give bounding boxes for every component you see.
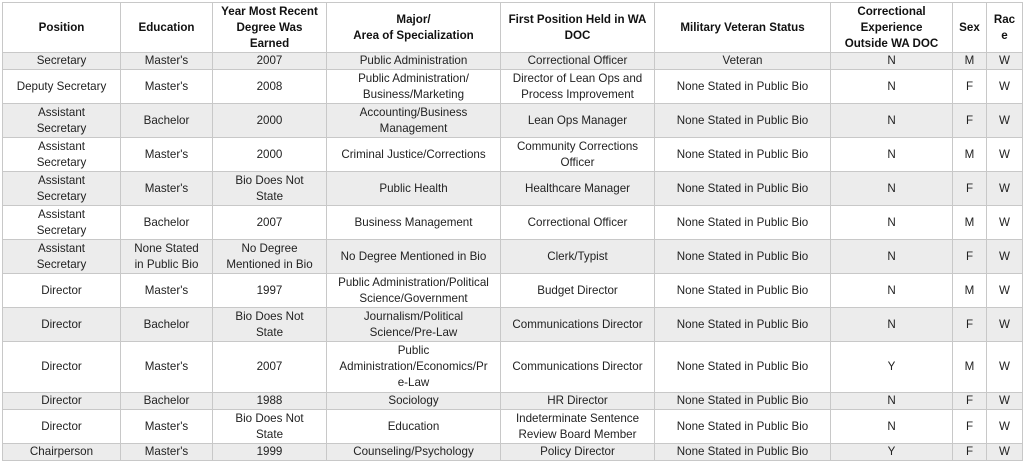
cell-year xyxy=(213,444,327,461)
cell-position xyxy=(3,172,121,206)
cell-first-position xyxy=(501,274,655,308)
cell-education-line: Master's xyxy=(144,445,189,458)
cell-position xyxy=(3,206,121,240)
cell-education xyxy=(121,342,213,393)
table-row xyxy=(3,70,1023,104)
cell-sex: F xyxy=(953,308,987,342)
cell-correctional-experience: N xyxy=(831,172,953,206)
cell-year-line: 2000 xyxy=(256,113,283,127)
cell-race: W xyxy=(987,53,1023,70)
cell-major-line: No Degree Mentioned in Bio xyxy=(340,249,487,263)
table-row xyxy=(3,342,1023,393)
cell-year xyxy=(213,206,327,240)
cell-first-position-line: Lean Ops Manager xyxy=(527,113,628,127)
cell-education-line: Master's xyxy=(144,79,189,93)
cell-veteran-status-line: None Stated in Public Bio xyxy=(676,445,809,458)
cell-position xyxy=(3,53,121,70)
table-row xyxy=(3,393,1023,410)
cell-major-line: Public Health xyxy=(379,181,448,195)
cell-first-position-line: Review Board Member xyxy=(518,427,637,441)
cell-education xyxy=(121,138,213,172)
cell-year xyxy=(213,70,327,104)
cell-education xyxy=(121,274,213,308)
table-row xyxy=(3,206,1023,240)
cell-position xyxy=(3,342,121,393)
cell-correctional-experience: N xyxy=(831,206,953,240)
cell-position-line: Assistant xyxy=(37,139,86,153)
cell-position-line: Director xyxy=(41,419,82,433)
cell-education xyxy=(121,444,213,461)
header-year xyxy=(213,3,327,53)
cell-major-line: Education xyxy=(387,419,440,433)
cell-major-line: Science/Pre-Law xyxy=(369,325,458,339)
cell-major-line: Science/Government xyxy=(359,291,468,305)
cell-year-line: Bio Does Not xyxy=(235,411,304,425)
cell-sex: M xyxy=(953,53,987,70)
cell-correctional-experience: N xyxy=(831,138,953,172)
cell-education-line: Bachelor xyxy=(143,113,190,127)
cell-race: W xyxy=(987,240,1023,274)
header-race-line: Rac xyxy=(993,12,1016,26)
cell-veteran-status xyxy=(655,206,831,240)
cell-position-line: Secretary xyxy=(36,155,87,169)
cell-veteran-status xyxy=(655,393,831,410)
cell-race: W xyxy=(987,308,1023,342)
cell-correctional-experience: N xyxy=(831,393,953,410)
cell-position xyxy=(3,393,121,410)
cell-education-line: Bachelor xyxy=(143,317,190,331)
cell-veteran-status xyxy=(655,104,831,138)
cell-race: W xyxy=(987,274,1023,308)
cell-first-position xyxy=(501,308,655,342)
cell-education xyxy=(121,70,213,104)
cell-year xyxy=(213,308,327,342)
cell-education-line: Master's xyxy=(144,360,189,373)
cell-sex: F xyxy=(953,172,987,206)
cell-position xyxy=(3,70,121,104)
cell-first-position-line: Correctional Officer xyxy=(527,54,628,67)
table-row xyxy=(3,308,1023,342)
cell-education-line: Master's xyxy=(144,181,189,195)
cell-year-line: 1997 xyxy=(256,283,283,297)
cell-correctional-experience: N xyxy=(831,53,953,70)
cell-sex: F xyxy=(953,104,987,138)
cell-major xyxy=(327,104,501,138)
cell-education-line: Bachelor xyxy=(143,394,190,407)
cell-first-position xyxy=(501,410,655,444)
cell-first-position xyxy=(501,70,655,104)
cell-sex: M xyxy=(953,274,987,308)
cell-year-line: State xyxy=(255,189,284,203)
cell-race: W xyxy=(987,393,1023,410)
cell-major-line: Journalism/Political xyxy=(363,309,464,323)
table-row xyxy=(3,240,1023,274)
cell-major-line: Business Management xyxy=(354,215,473,229)
cell-first-position-line: Director of Lean Ops and xyxy=(512,71,643,85)
cell-correctional-experience: N xyxy=(831,410,953,444)
cell-year-line: State xyxy=(255,325,284,339)
header-veteran: Military Veteran Status xyxy=(655,3,831,53)
cell-sex: F xyxy=(953,393,987,410)
cell-race: W xyxy=(987,70,1023,104)
cell-major-line: Public Administration xyxy=(359,54,468,67)
cell-sex: F xyxy=(953,240,987,274)
cell-veteran-status-line: None Stated in Public Bio xyxy=(676,360,809,373)
cell-race: W xyxy=(987,410,1023,444)
cell-position-line: Director xyxy=(41,394,82,407)
cell-year-line: 2008 xyxy=(256,79,283,93)
cell-year-line: Bio Does Not xyxy=(235,173,304,187)
cell-veteran-status-line: Veteran xyxy=(722,54,763,67)
cell-correctional-experience: Y xyxy=(831,444,953,461)
cell-year-line: Mentioned in Bio xyxy=(226,257,313,271)
cell-first-position-line: HR Director xyxy=(547,394,608,407)
cell-veteran-status-line: None Stated in Public Bio xyxy=(676,283,809,297)
header-corr-line: Outside WA DOC xyxy=(844,36,939,50)
cell-first-position xyxy=(501,342,655,393)
cell-position xyxy=(3,444,121,461)
cell-first-position xyxy=(501,240,655,274)
cell-position xyxy=(3,138,121,172)
cell-veteran-status-line: None Stated in Public Bio xyxy=(676,394,809,407)
cell-major xyxy=(327,410,501,444)
cell-year-line: 2007 xyxy=(256,360,283,373)
cell-major-line: Public Administration/ xyxy=(358,71,469,85)
cell-sex: F xyxy=(953,444,987,461)
header-first-line: First Position Held in WA xyxy=(508,12,647,26)
cell-position xyxy=(3,104,121,138)
table-row xyxy=(3,172,1023,206)
cell-first-position xyxy=(501,393,655,410)
cell-race: W xyxy=(987,172,1023,206)
cell-veteran-status xyxy=(655,53,831,70)
cell-major-line: Criminal Justice/Corrections xyxy=(341,147,486,161)
cell-first-position-line: Budget Director xyxy=(537,283,618,297)
cell-education-line: Master's xyxy=(144,147,189,161)
header-sex: Sex xyxy=(953,3,987,53)
table-row xyxy=(3,274,1023,308)
cell-position-line: Assistant xyxy=(37,105,86,119)
cell-major xyxy=(327,240,501,274)
cell-education xyxy=(121,240,213,274)
cell-position xyxy=(3,240,121,274)
table-row xyxy=(3,138,1023,172)
cell-first-position xyxy=(501,444,655,461)
table-body xyxy=(3,53,1023,461)
header-major-line: Area of Specialization xyxy=(353,28,474,42)
cell-major xyxy=(327,70,501,104)
cell-first-position xyxy=(501,206,655,240)
cell-race: W xyxy=(987,206,1023,240)
table-row xyxy=(3,410,1023,444)
cell-race: W xyxy=(987,138,1023,172)
cell-first-position-line: Indeterminate Sentence xyxy=(515,411,640,425)
cell-first-position-line: Communications Director xyxy=(512,317,643,331)
cell-year-line: 1999 xyxy=(256,445,283,458)
cell-first-position-line: Officer xyxy=(560,155,595,169)
table-row xyxy=(3,104,1023,138)
cell-year xyxy=(213,53,327,70)
cell-year-line: Bio Does Not xyxy=(235,309,304,323)
cell-year-line: 1988 xyxy=(256,394,283,407)
header-year-line: Degree Was xyxy=(236,20,303,34)
cell-year-line: State xyxy=(255,427,284,441)
cell-education xyxy=(121,410,213,444)
cell-position-line: Secretary xyxy=(36,54,87,67)
cell-education-line: Master's xyxy=(144,283,189,297)
cell-veteran-status-line: None Stated in Public Bio xyxy=(676,113,809,127)
cell-major-line: Sociology xyxy=(388,394,439,407)
header-corr-line: Experience xyxy=(860,20,923,34)
cell-correctional-experience: Y xyxy=(831,342,953,393)
cell-year xyxy=(213,342,327,393)
cell-position-line: Chairperson xyxy=(29,445,94,458)
cell-major-line: Public xyxy=(397,344,430,357)
cell-position-line: Assistant xyxy=(37,241,86,255)
cell-year-line: No Degree xyxy=(241,241,298,255)
cell-position-line: Secretary xyxy=(36,121,87,135)
cell-veteran-status-line: None Stated in Public Bio xyxy=(676,419,809,433)
cell-first-position-line: Community Corrections xyxy=(516,139,639,153)
cell-first-position xyxy=(501,138,655,172)
cell-major xyxy=(327,53,501,70)
cell-first-position-line: Process Improvement xyxy=(521,87,634,101)
cell-position-line: Secretary xyxy=(36,223,87,237)
cell-correctional-experience: N xyxy=(831,274,953,308)
cell-major-line: Administration/Economics/Pr xyxy=(339,360,488,373)
cell-first-position xyxy=(501,104,655,138)
cell-year-line: 2007 xyxy=(256,215,283,229)
header-first-line: DOC xyxy=(564,28,591,42)
cell-veteran-status-line: None Stated in Public Bio xyxy=(676,317,809,331)
cell-veteran-status xyxy=(655,308,831,342)
cell-education-line: Master's xyxy=(144,419,189,433)
cell-veteran-status-line: None Stated in Public Bio xyxy=(676,79,809,93)
cell-veteran-status xyxy=(655,240,831,274)
cell-position-line: Deputy Secretary xyxy=(16,79,107,93)
cell-year xyxy=(213,172,327,206)
cell-veteran-status xyxy=(655,70,831,104)
header-major xyxy=(327,3,501,53)
cell-veteran-status xyxy=(655,342,831,393)
cell-major xyxy=(327,308,501,342)
header-race xyxy=(987,3,1023,53)
cell-year xyxy=(213,240,327,274)
cell-major-line: e-Law xyxy=(397,376,430,389)
cell-veteran-status-line: None Stated in Public Bio xyxy=(676,215,809,229)
cell-sex: M xyxy=(953,206,987,240)
cell-year xyxy=(213,274,327,308)
cell-major-line: Management xyxy=(379,121,448,135)
cell-position-line: Director xyxy=(41,360,82,373)
cell-education-line: None Stated xyxy=(134,241,199,255)
cell-veteran-status xyxy=(655,444,831,461)
table-row xyxy=(3,53,1023,70)
cell-position xyxy=(3,274,121,308)
cell-education xyxy=(121,104,213,138)
cell-race: W xyxy=(987,104,1023,138)
cell-education xyxy=(121,308,213,342)
cell-correctional-experience: N xyxy=(831,70,953,104)
cell-education-line: Master's xyxy=(144,54,189,67)
cell-position-line: Director xyxy=(41,283,82,297)
cell-veteran-status xyxy=(655,410,831,444)
header-first-position xyxy=(501,3,655,53)
cell-correctional-experience: N xyxy=(831,104,953,138)
header-year-line: Year Most Recent xyxy=(221,4,318,18)
cell-major xyxy=(327,138,501,172)
cell-race: W xyxy=(987,444,1023,461)
cell-major xyxy=(327,274,501,308)
leadership-table xyxy=(2,2,1023,461)
cell-first-position-line: Policy Director xyxy=(540,445,615,458)
table-row xyxy=(3,444,1023,461)
cell-correctional-experience: N xyxy=(831,308,953,342)
cell-first-position-line: Communications Director xyxy=(512,360,643,373)
cell-race: W xyxy=(987,342,1023,393)
cell-major-line: Counseling/Psychology xyxy=(353,445,474,458)
cell-major xyxy=(327,444,501,461)
cell-correctional-experience: N xyxy=(831,240,953,274)
cell-veteran-status-line: None Stated in Public Bio xyxy=(676,181,809,195)
header-correctional-experience xyxy=(831,3,953,53)
header-education: Education xyxy=(121,3,213,53)
cell-major xyxy=(327,393,501,410)
cell-veteran-status-line: None Stated in Public Bio xyxy=(676,249,809,263)
cell-first-position-line: Healthcare Manager xyxy=(524,181,631,195)
cell-position-line: Secretary xyxy=(36,257,87,271)
cell-education-line: in Public Bio xyxy=(134,257,199,271)
cell-year xyxy=(213,410,327,444)
cell-position-line: Director xyxy=(41,317,82,331)
cell-first-position xyxy=(501,172,655,206)
cell-major-line: Accounting/Business xyxy=(359,105,468,119)
cell-first-position xyxy=(501,53,655,70)
cell-veteran-status xyxy=(655,138,831,172)
header-position: Position xyxy=(3,3,121,53)
cell-education xyxy=(121,53,213,70)
cell-veteran-status xyxy=(655,274,831,308)
cell-sex: M xyxy=(953,342,987,393)
header-row xyxy=(3,3,1023,53)
cell-year xyxy=(213,393,327,410)
cell-education xyxy=(121,172,213,206)
cell-major-line: Business/Marketing xyxy=(362,87,465,101)
cell-year xyxy=(213,104,327,138)
cell-education-line: Bachelor xyxy=(143,215,190,229)
cell-major xyxy=(327,206,501,240)
header-race-line: e xyxy=(1001,28,1008,42)
cell-sex: M xyxy=(953,138,987,172)
cell-first-position-line: Clerk/Typist xyxy=(547,249,608,263)
header-corr-line: Correctional xyxy=(857,4,926,18)
cell-year-line: 2007 xyxy=(256,54,283,67)
cell-major-line: Public Administration/Political xyxy=(338,275,489,289)
cell-sex: F xyxy=(953,70,987,104)
cell-position xyxy=(3,410,121,444)
cell-first-position-line: Correctional Officer xyxy=(527,215,628,229)
cell-position-line: Assistant xyxy=(37,173,86,187)
header-year-line: Earned xyxy=(249,36,290,50)
cell-major xyxy=(327,172,501,206)
cell-veteran-status xyxy=(655,172,831,206)
cell-education xyxy=(121,393,213,410)
cell-position-line: Secretary xyxy=(36,189,87,203)
cell-position xyxy=(3,308,121,342)
cell-position-line: Assistant xyxy=(37,207,86,221)
cell-year-line: 2000 xyxy=(256,147,283,161)
cell-sex: F xyxy=(953,410,987,444)
cell-year xyxy=(213,138,327,172)
header-major-line: Major/ xyxy=(396,12,431,26)
cell-education xyxy=(121,206,213,240)
cell-major xyxy=(327,342,501,393)
cell-veteran-status-line: None Stated in Public Bio xyxy=(676,147,809,161)
